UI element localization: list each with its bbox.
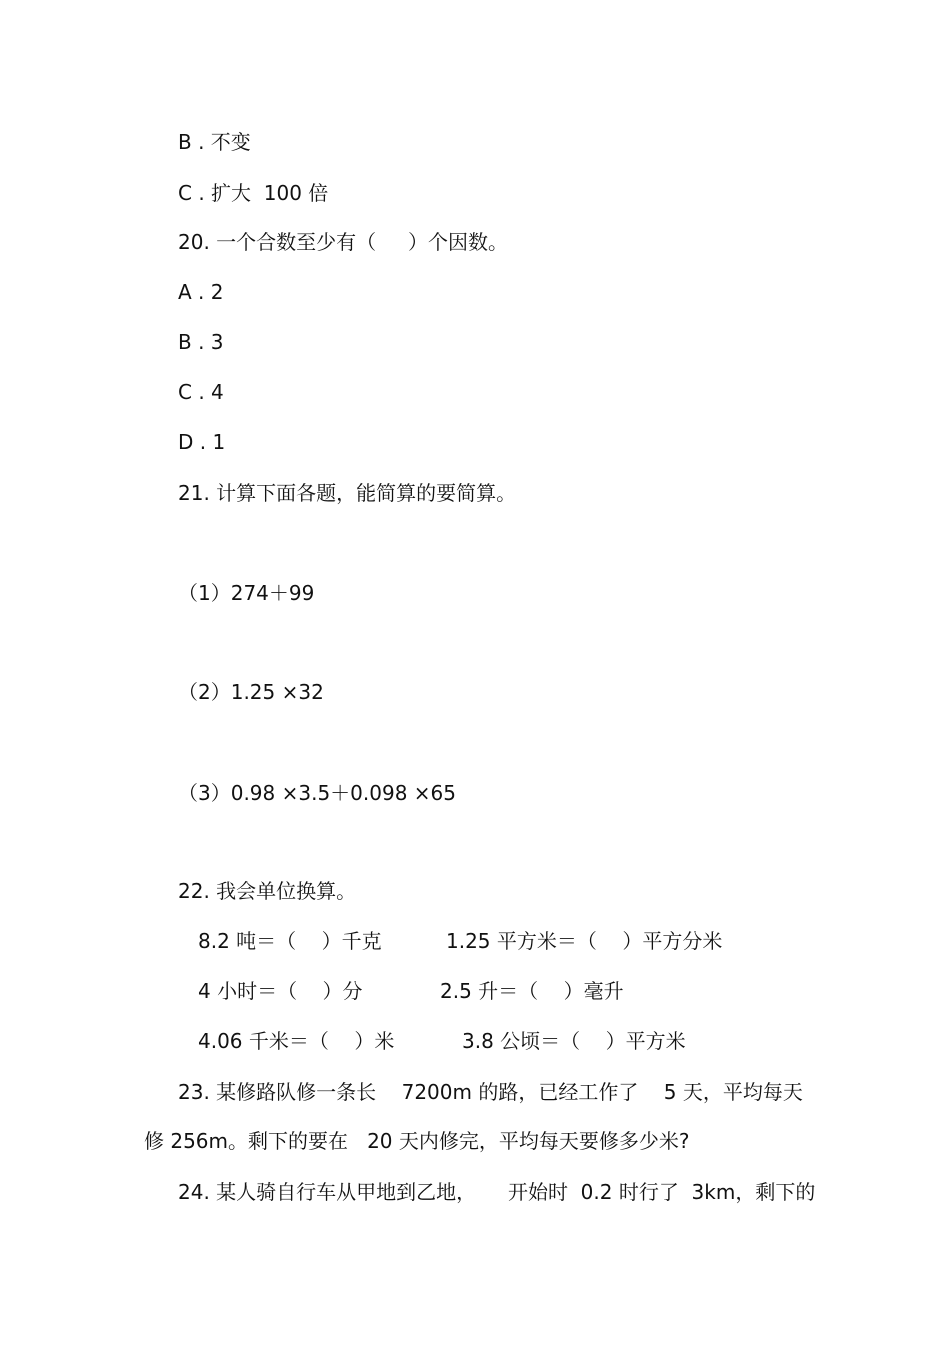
q20-stem: 20. 一个合数至少有（ ）个因数。: [178, 230, 508, 254]
q22-row-3: [198, 1029, 758, 1053]
q22-row-1-left: 8.2 吨＝（ ）千克: [198, 929, 382, 953]
q19-option-c: C . 扩大 100 倍: [178, 181, 329, 205]
q24-line-1: 24. 某人骑自行车从甲地到乙地， 开始时 0.2 时行了 3km，剩下的: [178, 1180, 816, 1204]
q20-option-a: A . 2: [178, 280, 224, 304]
q21-item-3: （3）0.98 ×3.5＋0.098 ×65: [178, 781, 456, 805]
q20-option-d: D . 1: [178, 430, 226, 454]
q22-row-3-left: 4.06 千米＝（ ）米: [198, 1029, 395, 1053]
q22-row-3-right: 3.8 公顷＝（ ）平方米: [462, 1029, 686, 1053]
q22-row-2: [198, 979, 758, 1003]
q21-item-1: （1）274＋99: [178, 581, 315, 605]
q22-row-2-left: 4 小时＝（ ）分: [198, 979, 363, 1003]
q23-line-2: 修 256m。剩下的要在 20 天内修完，平均每天要修多少米?: [144, 1129, 690, 1153]
q22-row-2-right: 2.5 升＝（ ）毫升: [440, 979, 624, 1003]
q22-row-1-right: 1.25 平方米＝（ ）平方分米: [446, 929, 723, 953]
q20-option-c: C . 4: [178, 380, 224, 404]
q19-option-b: B . 不变: [178, 130, 251, 154]
q22-row-1: [198, 929, 758, 953]
q22-stem: 22. 我会单位换算。: [178, 879, 357, 903]
q20-option-b: B . 3: [178, 330, 224, 354]
q23-line-1: 23. 某修路队修一条长 7200m 的路，已经工作了 5 天，平均每天: [178, 1080, 803, 1104]
q21-stem: 21. 计算下面各题，能简算的要简算。: [178, 481, 517, 505]
q21-item-2: （2）1.25 ×32: [178, 680, 324, 704]
